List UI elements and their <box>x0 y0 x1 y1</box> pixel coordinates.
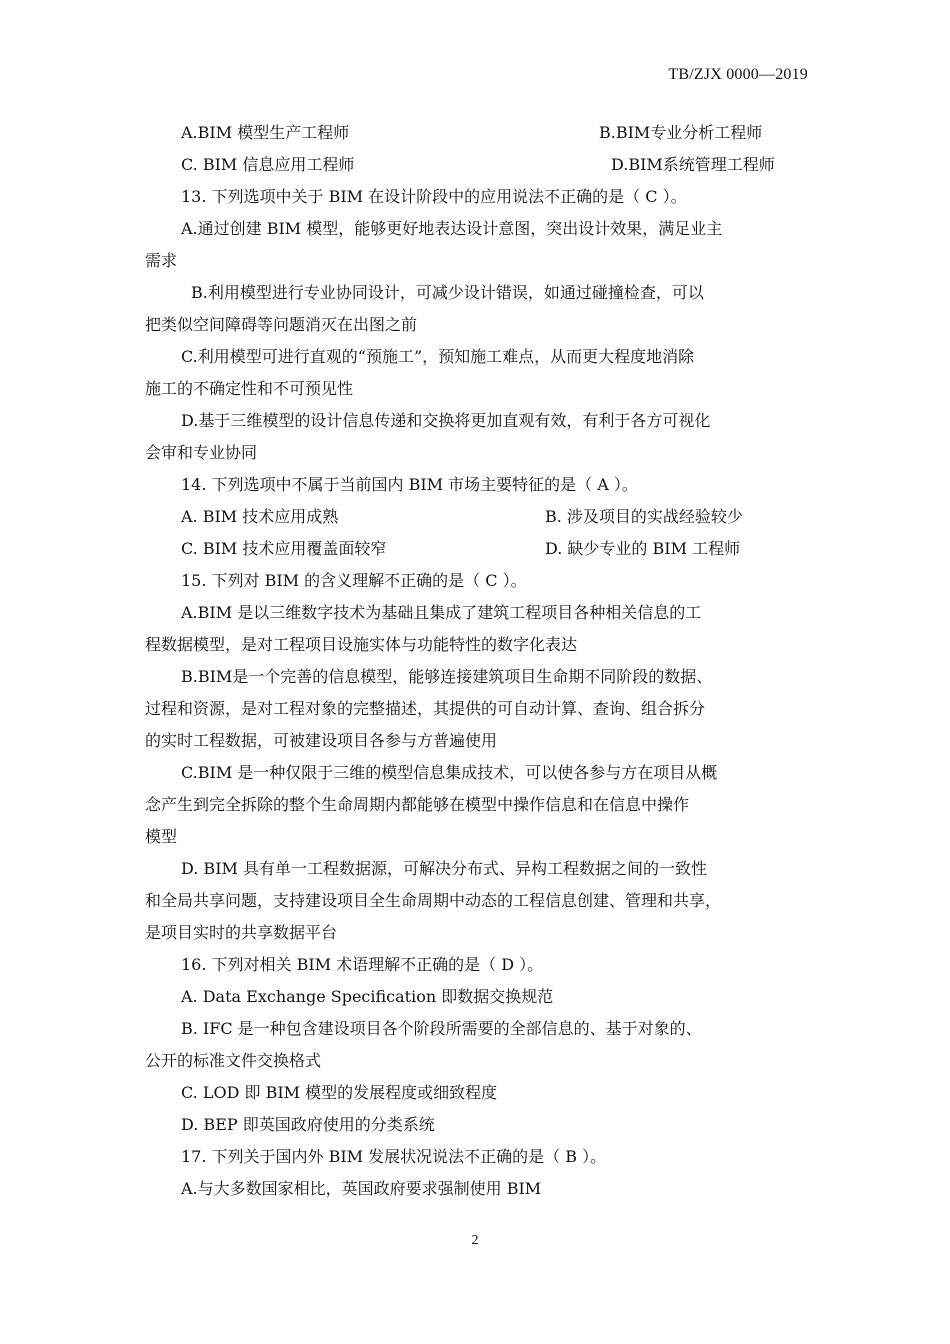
q16-option-b-line-1: B. IFC 是一种包含建设项目各个阶段所需要的全部信息的、基于对象的、 <box>181 1019 702 1038</box>
q14-options-row-1 <box>145 501 809 533</box>
q17-stem: 17. 下列关于国内外 BIM 发展状况说法不正确的是（ B ）。 <box>181 1147 607 1166</box>
q15-option-c-line-2: 念产生到完全拆除的整个生命周期内都能够在模型中操作信息和在信息中操作 <box>145 795 690 814</box>
q13-stem: 13. 下列选项中关于 BIM 在设计阶段中的应用说法不正确的是（ C ）。 <box>181 187 687 206</box>
q14-option-c: C. BIM 技术应用覆盖面较窄 <box>181 539 387 558</box>
q13-option-d-line-1: D.基于三维模型的设计信息传递和交换将更加直观有效，有利于各方可视化 <box>181 411 711 430</box>
q16-stem: 16. 下列对相关 BIM 术语理解不正确的是（ D ）。 <box>181 955 544 974</box>
page-body <box>145 117 809 1205</box>
q15-option-a-line-1: A.BIM 是以三维数字技术为基础且集成了建筑工程项目各种相关信息的工 <box>181 603 702 622</box>
q17-option-a: A.与大多数国家相比，英国政府要求强制使用 BIM <box>181 1179 542 1198</box>
document-code: TB/ZJX 0000—2019 <box>668 66 808 83</box>
q15-option-a-line-2: 程数据模型，是对工程项目设施实体与功能特性的数字化表达 <box>145 635 578 654</box>
q16-option-a: A. Data Exchange Specification 即数据交换规范 <box>181 987 554 1006</box>
q14-options-row-2 <box>145 533 809 565</box>
q12-options-row-2 <box>145 149 809 181</box>
q15-option-d-line-2: 和全局共享问题，支持建设项目全生命周期中动态的工程信息创建、管理和共享， <box>145 891 722 910</box>
q14-stem: 14. 下列选项中不属于当前国内 BIM 市场主要特征的是（ A ）。 <box>181 475 638 494</box>
q14-option-d: D. 缺少专业的 BIM 工程师 <box>545 539 741 558</box>
q14-option-b: B. 涉及项目的实战经验较少 <box>545 507 743 526</box>
q15-option-b-line-1: B.BIM是一个完善的信息模型，能够连接建筑项目生命期不同阶段的数据、 <box>181 667 713 686</box>
q13-option-d-line-2: 会审和专业协同 <box>145 443 258 462</box>
q15-stem: 15. 下列对 BIM 的含义理解不正确的是（ C ）。 <box>181 571 527 590</box>
q15-option-b-line-3: 的实时工程数据，可被建设项目各参与方普遍使用 <box>145 731 498 750</box>
q13-option-a-line-2: 需求 <box>145 251 178 270</box>
q15-option-c-line-3: 模型 <box>145 827 178 846</box>
q12-option-d: D.BIM系统管理工程师 <box>611 155 775 174</box>
q15-option-b-line-2: 过程和资源，是对工程对象的完整描述，其提供的可自动计算、查询、组合拆分 <box>145 699 706 718</box>
q12-option-c: C. BIM 信息应用工程师 <box>181 155 355 174</box>
q12-options-row-1 <box>145 117 809 149</box>
q15-option-d-line-1: D. BIM 具有单一工程数据源，可解决分布式、异构工程数据之间的一致性 <box>181 859 707 878</box>
q16-option-c: C. LOD 即 BIM 模型的发展程度或细致程度 <box>181 1083 498 1102</box>
q12-option-b: B.BIM专业分析工程师 <box>599 123 763 142</box>
page-number: 2 <box>471 1233 479 1248</box>
q13-option-a-line-1: A.通过创建 BIM 模型，能够更好地表达设计意图，突出设计效果，满足业主 <box>181 219 723 238</box>
q13-option-b-line-2: 把类似空间障碍等问题消灭在出图之前 <box>145 315 418 334</box>
q13-option-c-line-1: C.利用模型可进行直观的“预施工”，预知施工难点，从而更大程度地消除 <box>181 347 695 366</box>
q12-option-a: A.BIM 模型生产工程师 <box>181 123 350 142</box>
q16-option-b-line-2: 公开的标准文件交换格式 <box>145 1051 322 1070</box>
q14-option-a: A. BIM 技术应用成熟 <box>181 507 339 526</box>
q13-option-c-line-2: 施工的不确定性和不可预见性 <box>145 379 354 398</box>
q15-option-c-line-1: C.BIM 是一种仅限于三维的模型信息集成技术，可以使各参与方在项目从概 <box>181 763 718 782</box>
q13-option-b-line-1: B.利用模型进行专业协同设计，可减少设计错误，如通过碰撞检查，可以 <box>191 283 704 302</box>
q16-option-d: D. BEP 即英国政府使用的分类系统 <box>181 1115 435 1134</box>
q15-option-d-line-3: 是项目实时的共享数据平台 <box>145 923 338 942</box>
